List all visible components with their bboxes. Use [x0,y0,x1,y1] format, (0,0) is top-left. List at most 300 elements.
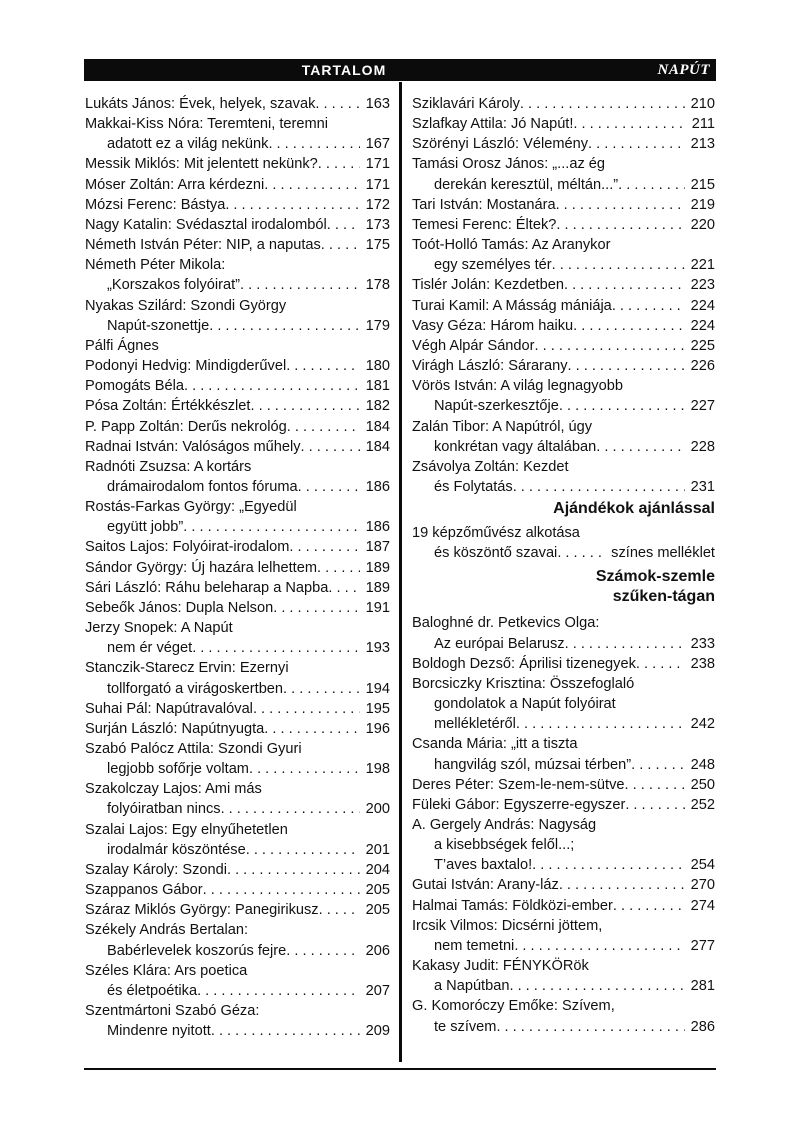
page-number: 211 [691,116,715,133]
toc-entry-text: Csanda Mária: „itt a tiszta [412,736,578,753]
dot-leader [203,880,360,900]
toc-entry-text: és Folytatás [434,478,513,495]
toc-entry [85,255,390,295]
page-number: 226 [690,358,715,375]
dot-leader [253,699,360,719]
dot-leader [573,316,685,336]
page-number: 215 [690,176,715,193]
toc-entry-line [85,134,390,154]
toc-entry-line [85,860,390,880]
toc-entry-text: Messik Miklós: Mit jelentett nekünk? [85,156,318,173]
dot-leader [183,517,360,537]
toc-entry-line [85,376,390,396]
toc-entry-line [412,976,715,996]
toc-entry [85,497,390,537]
toc-entry [412,996,715,1036]
toc-entry-text: Mózsi Ferenc: Bástya [85,196,226,213]
dot-leader [227,860,360,880]
page-number: 225 [690,337,715,354]
dot-leader [636,654,685,674]
page-number: 186 [365,478,390,495]
toc-entry-line [85,900,390,920]
toc-entry [85,779,390,819]
toc-entry-line [412,376,715,396]
dot-leader [286,356,360,376]
toc-entry-text: Turai Kamil: A Másság mániája [412,297,612,314]
toc-entry-text: Szabó Palócz Attila: Szondi Gyuri [85,741,302,757]
review-entries [412,613,715,1036]
page-number: 238 [690,655,715,672]
dot-leader [211,1021,360,1041]
toc-entry [412,154,715,194]
toc-entry-text: Borcsiczky Krisztina: Összefoglaló [412,675,635,692]
left-column [85,94,390,1041]
toc-entry-line [412,734,715,754]
page-number: 167 [365,136,390,153]
toc-entry-text: Pálfi Ágnes [85,337,159,354]
toc-entry-line [412,437,715,457]
toc-entry-text: Sári László: Ráhu beleharap a Napba [85,579,329,596]
dot-leader [250,396,360,416]
page-number: 182 [365,398,390,415]
page-number: 184 [365,418,390,435]
toc-entry-line [85,336,390,356]
section-heading-review-line2: szűken-tágan [612,588,715,606]
toc-entry-text: és életpoétika [107,982,198,999]
toc-entry-text: folyóiratban nincs [107,801,221,818]
toc-entry-line [85,215,390,235]
toc-entry [412,654,715,674]
toc-entry-text: Vasy Géza: Három haiku [412,317,574,334]
page-number: 209 [365,1023,390,1040]
toc-entry-line [85,840,390,860]
toc-entry [412,956,715,996]
dot-leader [249,759,360,779]
toc-entry-line [85,679,390,699]
toc-entry-text: Podonyi Hedvig: Mindigderűvel [85,358,287,375]
toc-entry-text: derekán keresztül, méltán...” [434,176,619,193]
toc-entry [412,875,715,895]
toc-entry-line [85,396,390,416]
page-number: színes melléklet [611,545,715,562]
page-number: 173 [365,216,390,233]
toc-entry-text: G. Komoróczy Emőke: Szívem, [412,998,615,1015]
toc-entry-text: Zsávolya Zoltán: Kezdet [412,458,569,475]
toc-entry-text: Szörényi László: Vélemény [412,136,589,153]
toc-entry [85,376,390,396]
page-number: 250 [690,776,715,793]
toc-entry-line [85,497,390,517]
toc-entry-text: P. Papp Zoltán: Derűs nekrológ [85,418,287,435]
toc-entry-line [412,255,715,275]
toc-entry-text: Boldogh Dezső: Áprilisi tizenegyek [412,655,636,672]
page-number: 178 [365,277,390,294]
toc-entry-text: Halmai Tamás: Földközi-ember [412,897,613,914]
page-number: 191 [365,599,390,616]
page-number: 205 [365,882,390,899]
toc-entry [412,195,715,215]
page-number: 286 [690,1018,715,1035]
toc-entry-text: Száraz Miklós György: Panegirikusz [85,902,319,919]
toc-entry-line [412,235,715,255]
dot-leader [573,114,685,134]
toc-entry [85,175,390,195]
toc-entry-text: Szappanos Gábor [85,882,203,899]
dot-leader [613,896,685,916]
toc-entry [85,437,390,457]
dot-leader [535,336,685,356]
toc-entry [85,1001,390,1041]
toc-entry [85,658,390,698]
toc-entry-text: Szlafkay Attila: Jó Napút! [412,116,574,133]
toc-entry-text: Zalán Tibor: A Napútról, úgy [412,418,593,435]
toc-entry-line [85,941,390,961]
page-number: 224 [690,297,715,314]
dot-leader [588,134,685,154]
toc-entry-text: „Korszakos folyóirat” [107,277,241,294]
toc-entry-line [412,775,715,795]
toc-entry-text: egy személyes tér [434,257,552,274]
toc-entry-line [412,275,715,295]
toc-entry [412,523,715,563]
toc-entry [412,316,715,336]
dot-leader [321,235,360,255]
toc-entry-text: hangvilág szól, múzsai térben” [434,756,632,773]
toc-entry-text: Temesi Ferenc: Éltek? [412,216,557,233]
dot-leader [564,275,685,295]
toc-entry-line [412,1017,715,1037]
toc-entry-line [412,543,715,563]
dot-leader [264,175,360,195]
toc-entry-line [85,699,390,719]
toc-entry [412,734,715,774]
toc-entry-line [412,356,715,376]
dot-leader [301,437,360,457]
dot-leader [283,679,360,699]
page-number: 220 [690,216,715,233]
toc-entry [412,417,715,457]
toc-entry-text: Szentmártoni Szabó Géza: [85,1003,260,1020]
toc-entry [412,674,715,734]
toc-entry-text: Toót-Holló Tamás: Az Aranykor [412,237,611,254]
toc-entry-line [412,835,715,855]
toc-entry-text: Jerzy Snopek: A Napút [85,620,233,637]
toc-entry [85,578,390,598]
toc-entry-text: gondolatok a Napút folyóirat [434,696,616,713]
toc-entry-text: Pósa Zoltán: Értékkészlet [85,398,251,415]
toc-entry-line [412,755,715,775]
dot-leader [287,417,360,437]
toc-entry-text: a kisebbségek felől...; [434,837,575,854]
page-number: 219 [690,196,715,213]
toc-entry [412,134,715,154]
toc-entry-text: Stanczik-Starecz Ervin: Ezernyi [85,660,289,677]
dot-leader [221,799,360,819]
toc-entry-text: Tislér Jolán: Kezdetben [412,277,564,294]
column-divider [399,82,402,1062]
toc-entry [85,336,390,356]
toc-entry-line [85,255,390,275]
page-number: 277 [690,937,715,954]
toc-entry [85,235,390,255]
page-number: 281 [690,978,715,995]
dot-leader [552,255,685,275]
page-number: 221 [690,257,715,274]
toc-entry-line [85,537,390,557]
toc-entry-text: együtt jobb” [107,519,184,536]
magazine-logo: NAPÚT [657,62,710,78]
toc-entry-line [85,437,390,457]
toc-entry-line [85,799,390,819]
page-number: 179 [365,317,390,334]
toc-entry-line [85,618,390,638]
right-entries [412,94,715,497]
toc-entry-text: Saitos Lajos: Folyóirat-irodalom [85,539,290,556]
page-number: 223 [690,277,715,294]
page-number: 228 [690,438,715,455]
section-heading-gifts: Ajándékok ajánlással [553,500,715,518]
toc-entry [85,699,390,719]
toc-entry-line [412,296,715,316]
toc-entry-line [85,658,390,678]
toc-entry-text: tollforgató a virágoskertben [107,680,284,697]
toc-entry-text: 19 képzőművész alkotása [412,525,580,542]
page-number: 198 [365,761,390,778]
page-number: 181 [365,378,390,395]
toc-entry-line [85,638,390,658]
dot-leader [286,941,360,961]
toc-entry-line [412,795,715,815]
toc-entry [85,537,390,557]
toc-entry-text: Makkai-Kiss Nóra: Teremteni, teremni [85,116,329,133]
toc-entry-line [412,916,715,936]
toc-entry-line [412,855,715,875]
toc-entry-line [85,235,390,255]
toc-entry-line [412,94,715,114]
toc-entry-text: Szalai Lajos: Egy elnyűhetetlen [85,821,288,838]
toc-entry-text: Napút-szerkesztője [434,398,559,415]
toc-entry-text: Végh Alpár Sándor [412,337,535,354]
toc-entry-text: Nagy Katalin: Svédasztal irodalomból [85,216,327,233]
right-column [412,94,715,1037]
toc-entry [85,356,390,376]
toc-entry [85,195,390,215]
toc-entry [412,815,715,875]
toc-entry-text: Tamási Orosz János: „...az ég [412,156,606,173]
toc-entry-line [412,613,715,633]
toc-entry-line [412,634,715,654]
toc-entry-line [85,154,390,174]
toc-entry-text: Az európai Belarusz [434,635,565,652]
dot-leader [327,215,360,235]
page-number: 231 [690,478,715,495]
toc-entry-text: Sándor György: Új hazára lelhettem [85,559,317,576]
dot-leader [264,719,360,739]
toc-entry-text: Ircsik Vilmos: Dicsérni jöttem, [412,917,603,934]
toc-entry-text: Gutai István: Arany-láz [412,877,559,894]
toc-entry-text: nem temetni [434,937,515,954]
page-number: 189 [365,579,390,596]
toc-entry-line [85,356,390,376]
dot-leader [184,376,360,396]
page-number: 189 [365,559,390,576]
section-heading-review [412,567,715,607]
dot-leader [596,437,685,457]
page-number: 254 [690,857,715,874]
toc-entry [412,775,715,795]
page-number: 194 [365,680,390,697]
toc-entry-text: A. Gergely András: Nagyság [412,817,597,833]
toc-entry-line [412,936,715,956]
toc-entry-line [85,316,390,336]
toc-entry [85,860,390,880]
toc-entry-text: Móser Zoltán: Arra kérdezni [85,176,265,193]
toc-entry-text: te szívem [434,1018,497,1035]
toc-entry-text: Kakasy Judit: FÉNYKÖRök [412,958,589,975]
page-number: 200 [365,801,390,818]
page-number: 186 [365,519,390,536]
toc-entry [412,457,715,497]
toc-entry [412,795,715,815]
toc-entry-text: Pomogáts Béla [85,378,184,395]
dot-leader [556,195,685,215]
dot-leader [568,356,686,376]
toc-entry [412,336,715,356]
toc-entry-line [85,739,390,759]
page-number: 171 [365,176,390,193]
toc-entry-line [85,779,390,799]
page-number: 172 [365,196,390,213]
toc-entry-text: T’aves baxtalo! [434,857,533,874]
toc-entry [412,896,715,916]
page-number: 242 [690,716,715,733]
toc-entry-line [85,114,390,134]
toc-entry-text: Napút-szonettje [107,317,210,334]
toc-entry-text: Mindenre nyitott [107,1023,211,1040]
toc-entry [85,961,390,1001]
toc-entry-text: Szalay Károly: Szondi [85,861,227,878]
toc-entry-line [412,896,715,916]
toc-entry [85,94,390,114]
page-number: 210 [690,96,715,112]
page-number: 270 [690,877,715,894]
toc-entry [412,916,715,956]
toc-entry-text: és köszöntő szavai [434,545,558,562]
toc-entry-text: Szakolczay Lajos: Ami más [85,781,262,798]
toc-entry-text: irodalmár köszöntése [107,841,246,858]
toc-entry-text: konkrétan vagy általában [434,438,597,455]
toc-entry [412,215,715,235]
toc-entry-text: Sziklavári Károly [412,96,520,112]
dot-leader [565,634,685,654]
dot-leader [625,775,686,795]
toc-entry [412,275,715,295]
toc-entry-text: legjobb sofőrje voltam [107,761,249,778]
toc-entry-line [412,316,715,336]
toc-entry-line [85,759,390,779]
toc-entry-text: Lukáts János: Évek, helyek, szavak [85,96,316,112]
toc-entry-line [412,134,715,154]
dot-leader [268,134,360,154]
toc-entry [85,154,390,174]
toc-entry-text: Babérlevelek koszorús fejre [107,942,287,959]
page-number: 171 [365,156,390,173]
dot-leader [319,900,360,920]
toc-entry-line [85,517,390,537]
dot-leader [559,396,685,416]
page-number: 180 [365,358,390,375]
toc-entry [85,618,390,658]
toc-entry [412,376,715,416]
toc-entry-line [412,417,715,437]
toc-entry [85,215,390,235]
dot-leader [557,543,607,563]
dot-leader [209,316,360,336]
toc-entry [85,598,390,618]
dot-leader [631,755,685,775]
toc-entry-line [412,694,715,714]
page-number: 213 [690,136,715,153]
toc-entry-text: drámairodalom fontos fóruma [107,478,298,495]
toc-entry [85,880,390,900]
toc-entry-line [412,714,715,734]
toc-entry [85,558,390,578]
section-heading-review-line1: Számok-szemle [595,568,715,586]
page-number: 248 [690,756,715,773]
toc-entry-line [412,654,715,674]
toc-entry-text: Németh Péter Mikola: [85,257,226,274]
toc-entry-text: Székely András Bertalan: [85,922,249,939]
toc-entry [85,820,390,860]
toc-entry-text: Surján László: Napútnyugta [85,720,265,737]
toc-entry-text: Tari István: Mostanára [412,196,556,213]
toc-entry-text: Deres Péter: Szem-le-nem-sütve [412,776,625,793]
toc-entry-line [412,457,715,477]
dot-leader [509,976,685,996]
page-number: 274 [690,897,715,914]
toc-entry-line [85,558,390,578]
toc-entry-line [85,296,390,316]
toc-entry-line [85,1001,390,1021]
dot-leader [612,296,685,316]
toc-entry-text: Sebeők János: Dupla Nelson [85,599,274,616]
page-number: 184 [365,438,390,455]
toc-entry-line [85,981,390,1001]
toc-entry-line [85,578,390,598]
dot-leader [520,94,685,114]
toc-entry-text: Virágh László: Sárarany [412,358,568,375]
toc-entry-text: nem ér véget [107,640,193,657]
dot-leader [289,537,360,557]
toc-entry-line [85,880,390,900]
dot-leader [618,175,685,195]
toc-entry-line [412,956,715,976]
toc-entry-line [85,417,390,437]
toc-entry-text: a Napútban [434,978,510,995]
toc-entry-line [412,396,715,416]
toc-entry-line [85,1021,390,1041]
toc-entry-line [85,175,390,195]
toc-entry [85,396,390,416]
dot-leader [318,154,360,174]
page-number: 163 [365,96,390,112]
toc-entry-text: Füleki Gábor: Egyszerre-egyszer [412,796,626,813]
toc-entry [85,920,390,960]
dot-leader [625,795,685,815]
gifts-entries [412,523,715,563]
toc-entry-text: Rostás-Farkas György: „Egyedül [85,499,297,516]
toc-entry [412,356,715,376]
